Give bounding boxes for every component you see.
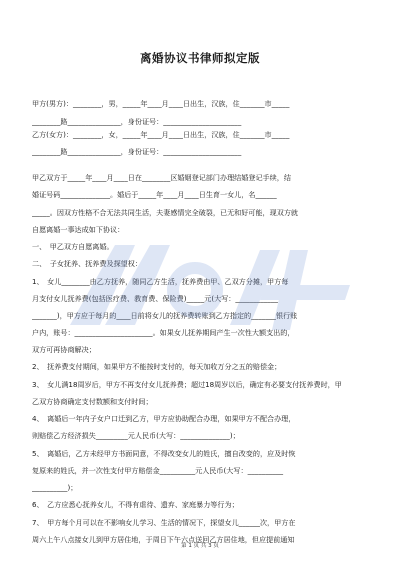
document-line: 复原来的姓氏，并一次性支付甲方赔偿金__________元人民币(大写：__________ <box>32 466 284 475</box>
document-line: __________)； <box>32 483 78 492</box>
document-line: 一、 甲乙双方自愿离婚。 <box>32 242 114 251</box>
document-line: 双方可再协商解决； <box>32 345 96 354</box>
document-line: 6、 乙方应悉心抚养女儿，不得有虐待、遗弃、家庭暴力等行为； <box>32 500 239 509</box>
document-line: ________路_______________，身份证号：______________________ <box>32 117 242 126</box>
document-line: 2、 抚养费支付期间，如果甲方不能按时支付的，每天加收万分之五的赔偿金； <box>32 362 282 371</box>
document-line: 乙方(女方)：________，女，_____年____月____日出生，汉族，住_______市_____ <box>32 130 290 139</box>
document-line: 甲乙双方于_____年____月____日在________区婚姻登记部门办理结婚登记手续，结 <box>32 173 291 182</box>
document-line: 7、 甲方每个月可以在不影响女儿学习、生活的情况下，探望女儿______次，甲方在 <box>32 518 296 527</box>
document-line: 婚证号码______________。婚后于_____年____月____日生育一女儿，名______ <box>32 190 277 199</box>
page-footer: 第 1 页 共 3 页 <box>181 543 219 549</box>
document-line: ________路_______________，身份证号：______________________ <box>32 147 242 156</box>
document-line: _____。因双方性格不合无法共同生活，夫妻感情完全破裂，已无和好可能，现双方就 <box>32 208 299 217</box>
document-line: 4、 离婚后一年内子女户口迁到乙方，甲方应协助配合办理，如果甲方不配合办理， <box>32 414 296 423</box>
document-line: 3、 女儿满18周岁后，甲方不再支付女儿抚养费；超过18周岁以后，确定有必要支付抚养费时，甲 <box>32 380 342 389</box>
document-line: 周六上午八点接女儿到甲方居住地，于周日下午六点送回乙方居住地，但应提前通知 <box>32 535 295 544</box>
document-line: 二、 子女抚养、抚养费及探望权： <box>32 259 142 268</box>
document-title: 离婚协议书律师拟定版 <box>140 51 260 65</box>
document-line: 则赔偿乙方经济损失_________元人民币(大写：______________)； <box>32 431 240 440</box>
document-line: 5、 离婚后，乙方未经甲方书面同意，不得改变女儿的姓氏，擅自改变的，应及时恢 <box>32 449 296 458</box>
document-line: 月支付女儿抚养费(包括医疗费、教育费、保险费)_____元(大写：____________ <box>32 294 278 303</box>
document-line: 乙双方协商确定支付数额和支付时间； <box>32 397 153 406</box>
document-line: 户内，账号：______________________。如果女儿抚养期间产生一次性大额支出的， <box>32 328 295 337</box>
document-line: 甲方(男方)：________，男，_____年____月____日出生，汉族，住_______市_____ <box>32 99 290 108</box>
document-line: 自愿离婚一事达成如下协议： <box>32 225 125 234</box>
document-line: _______)，甲方应于每月的____日前将女儿的抚养费转账到乙方指定的_______银行账 <box>32 311 298 320</box>
document-line: 1、 女儿________由乙方抚养，随同乙方生活，抚养费由甲、乙双方分摊，甲方每 <box>32 277 289 286</box>
